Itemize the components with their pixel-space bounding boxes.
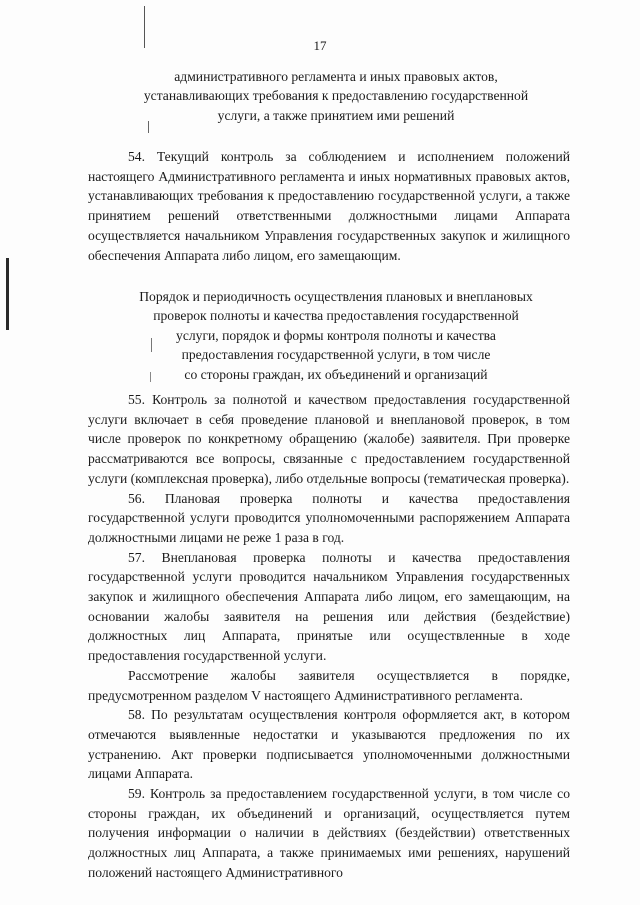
heading-line: устанавливающих требования к предоставлению государственной [143,88,529,104]
heading-line: Порядок и периодичность осуществления плановых и внеплановых [139,289,533,304]
section-heading [100,287,572,384]
heading-line: услуги, порядок и формы контроля полноты и качества [176,327,496,343]
paragraph-56: 56. Плановая проверка полноты и качества предоставления государственной услуги проводится уполномоченными распоряжением Аппарата должностными лицами не реже 1 раза в год. [88,490,570,545]
paragraph-54: 54. Текущий контроль за соблюдением и исполнением положений настоящего Административного регламента и иных нормативных правовых актов, устанавливающих требования к предоставлению государственной услуги, а также принятием решений ответственными должностными лицами Аппарата осуществляется начальником Управления государственных закупок и жилищного обеспечения Аппарата либо лицом, его замещающим. [88,149,570,263]
heading-line: со стороны граждан, их объединений и организаций [184,366,488,382]
page-number: 17 [313,38,327,53]
section-heading [100,67,572,125]
scan-artifact [6,258,9,330]
paragraph-57: 57. Внеплановая проверка полноты и качества предоставления государственной услуги проводится начальником Управления государственных закупок и жилищного обеспечения Аппарата либо лицом, его замещающим, на основании жалобы заявителя на решения или действия (бездействие) должностных лиц Аппарата, принятые или осуществленные в ходе предоставления государственной услуги. [88,549,570,664]
heading-line: административного регламента и иных правовых актов, [174,69,498,84]
paragraph-58: 58. По результатам осуществления контроля оформляется акт, в котором отмечаются выявленные недостатки и указываются предложения по их устранению. Акт проверки подписывается уполномоченными должностными лицами Аппарата. [88,707,570,782]
paragraph-55: 55. Контроль за полнотой и качеством предоставления государственной услуги включает в себя проведение плановой и внеплановой проверок, в том числе проверок по конкретному обращению (жалобе) заявителя. При проверке рассматриваются все вопросы, связанные с предоставлением государственной услуги (комплексная проверка), либо отдельные вопросы (тематическая проверка). [88,392,570,486]
heading-line: предоставления государственной услуги, в том числе [181,347,491,363]
text-block [88,390,570,883]
heading-line: услуги, а также принятием ими решений [217,107,455,123]
heading-line: проверок полноты и качества предоставления государственной [153,308,519,324]
paragraph-57-note: Рассмотрение жалобы заявителя осуществляется в порядке, предусмотренном разделом V настоящего Административного регламента. [88,667,570,703]
text-block [88,147,570,265]
paragraph-59: 59. Контроль за предоставлением государственной услуги, в том числе со стороны граждан, их объединений и организаций, осуществляется путем получения информации о наличии в действиях (бездействии) ответственных должностных лиц Аппарата, а также принимаемых ими решениях, нарушений положений настоящего Административного [88,786,570,880]
